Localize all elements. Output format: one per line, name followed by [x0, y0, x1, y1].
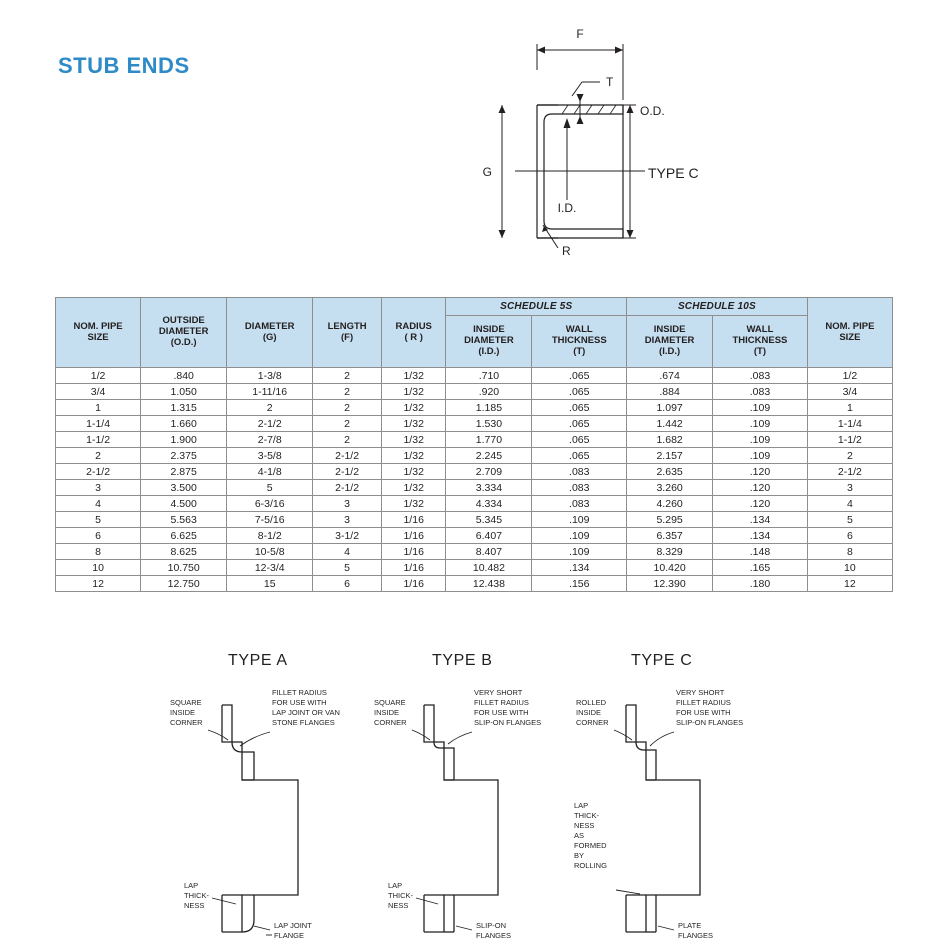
- table-cell: 1-1/2: [807, 432, 892, 448]
- table-cell: .134: [532, 560, 627, 576]
- type-c-callout-right-top-l2: FILLET RADIUS: [676, 698, 731, 707]
- table-cell: .840: [141, 368, 227, 384]
- th-radius-r: RADIUS ( R ): [381, 298, 445, 368]
- type-a-figure: [150, 680, 360, 945]
- type-a-callout-left-top-l1: SQUARE: [170, 698, 202, 707]
- type-a-callout-right-top-l2: FOR USE WITH: [272, 698, 327, 707]
- table-cell: 3.260: [627, 480, 713, 496]
- table-row: [56, 528, 893, 544]
- table-cell: 1: [56, 400, 141, 416]
- table-cell: 2-1/2: [56, 464, 141, 480]
- table-cell: 2.157: [627, 448, 713, 464]
- table-cell: 6: [313, 576, 382, 592]
- table-cell: .083: [713, 384, 808, 400]
- table-cell: 7-5/16: [227, 512, 313, 528]
- type-a-title: TYPE A: [228, 652, 288, 669]
- table-cell: 2-1/2: [807, 464, 892, 480]
- table-cell: 10.420: [627, 560, 713, 576]
- table-row: [56, 384, 893, 400]
- table-cell: 10.482: [446, 560, 532, 576]
- table-cell: 1.900: [141, 432, 227, 448]
- type-c-callout-right-bottom-l2: FLANGES: [678, 931, 714, 940]
- table-cell: 4-1/8: [227, 464, 313, 480]
- type-c-callout-left-bottom-l6: BY: [574, 851, 585, 860]
- th-schedule-10s: SCHEDULE 10S: [627, 298, 808, 316]
- table-cell: .884: [627, 384, 713, 400]
- table-cell: 1/2: [56, 368, 141, 384]
- table-group-header-row: [56, 298, 893, 316]
- table-cell: 3.500: [141, 480, 227, 496]
- table-cell: .920: [446, 384, 532, 400]
- table-cell: 3/4: [807, 384, 892, 400]
- type-a-callout-right-bottom-l1: LAP JOINT: [274, 921, 312, 930]
- type-c-callout-left-top-l2: INSIDE: [576, 708, 602, 717]
- th-length-f: LENGTH (F): [313, 298, 382, 368]
- table-row: [56, 512, 893, 528]
- type-c-title: TYPE C: [631, 652, 693, 669]
- spec-table-body: [56, 368, 893, 592]
- label-g: G: [482, 165, 492, 179]
- th-nom-pipe-size-left: NOM. PIPE SIZE: [56, 298, 141, 368]
- type-b-callout-left-top-l3: CORNER: [374, 718, 407, 727]
- type-b-callout-left-bottom-l1: LAP: [388, 881, 403, 890]
- table-cell: 2.245: [446, 448, 532, 464]
- table-cell: 1.315: [141, 400, 227, 416]
- table-cell: 12: [807, 576, 892, 592]
- table-cell: 3: [313, 512, 382, 528]
- type-c-callout-left-top-l3: CORNER: [576, 718, 609, 727]
- spec-table: [55, 297, 893, 592]
- table-cell: .083: [532, 496, 627, 512]
- table-cell: 1/16: [381, 528, 445, 544]
- label-od: O.D.: [640, 104, 665, 118]
- table-cell: 1/32: [381, 400, 445, 416]
- type-c-figure: [560, 680, 775, 945]
- table-cell: .148: [713, 544, 808, 560]
- table-cell: .710: [446, 368, 532, 384]
- table-cell: 2.875: [141, 464, 227, 480]
- table-cell: 1/32: [381, 432, 445, 448]
- table-cell: 8: [56, 544, 141, 560]
- type-a-callout-right-top-l4: STONE FLANGES: [272, 718, 335, 727]
- table-cell: 2: [56, 448, 141, 464]
- table-cell: 5.295: [627, 512, 713, 528]
- table-row: [56, 416, 893, 432]
- type-c-callout-left-top-l1: ROLLED: [576, 698, 607, 707]
- type-c-callout-left-bottom-l1: LAP: [574, 801, 589, 810]
- type-b-figure: [360, 680, 565, 945]
- table-row: [56, 560, 893, 576]
- table-cell: .065: [532, 384, 627, 400]
- table-cell: 10.750: [141, 560, 227, 576]
- th-5s-wall-thickness: WALL THICKNESS (T): [532, 316, 627, 368]
- table-cell: .109: [713, 416, 808, 432]
- type-b-callout-left-bottom-l2: THICK-: [388, 891, 413, 900]
- table-cell: 1/32: [381, 416, 445, 432]
- table-cell: 4: [56, 496, 141, 512]
- table-cell: 1/16: [381, 544, 445, 560]
- table-cell: 5.345: [446, 512, 532, 528]
- table-cell: .065: [532, 416, 627, 432]
- th-10s-wall-thickness: WALL THICKNESS (T): [713, 316, 808, 368]
- type-b-callout-left-top-l1: SQUARE: [374, 698, 406, 707]
- table-cell: 3: [313, 496, 382, 512]
- label-t: T: [606, 75, 614, 89]
- type-c-callout-right-top-l3: FOR USE WITH: [676, 708, 731, 717]
- table-cell: .065: [532, 432, 627, 448]
- table-cell: 2: [313, 400, 382, 416]
- table-cell: .134: [713, 528, 808, 544]
- label-f: F: [576, 27, 584, 41]
- table-cell: 1/32: [381, 480, 445, 496]
- type-b-callout-left-bottom-l3: NESS: [388, 901, 409, 910]
- table-cell: 3/4: [56, 384, 141, 400]
- table-cell: 1-3/8: [227, 368, 313, 384]
- table-cell: 1.682: [627, 432, 713, 448]
- table-cell: .083: [713, 368, 808, 384]
- table-cell: 1.442: [627, 416, 713, 432]
- table-cell: 1.097: [627, 400, 713, 416]
- th-5s-inside-diameter: INSIDE DIAMETER (I.D.): [446, 316, 532, 368]
- table-cell: .065: [532, 448, 627, 464]
- table-cell: .180: [713, 576, 808, 592]
- table-cell: 8-1/2: [227, 528, 313, 544]
- table-cell: 5: [807, 512, 892, 528]
- stub-end-dimension-diagram: [440, 10, 840, 275]
- table-cell: 6.357: [627, 528, 713, 544]
- table-cell: 2: [313, 368, 382, 384]
- table-cell: 2.375: [141, 448, 227, 464]
- type-c-callout-left-bottom-l7: ROLLING: [574, 861, 607, 870]
- type-a-callout-left-bottom-l1: LAP: [184, 881, 199, 890]
- table-cell: 1/16: [381, 512, 445, 528]
- type-c-callout-left-bottom-l2: THICK-: [574, 811, 599, 820]
- table-cell: 12.390: [627, 576, 713, 592]
- table-cell: .109: [532, 512, 627, 528]
- table-cell: 4.260: [627, 496, 713, 512]
- table-cell: .109: [532, 528, 627, 544]
- table-cell: 2-1/2: [313, 480, 382, 496]
- stub-end-type-figures: [0, 640, 948, 940]
- table-cell: .120: [713, 480, 808, 496]
- table-cell: .134: [713, 512, 808, 528]
- table-cell: .120: [713, 496, 808, 512]
- table-cell: .156: [532, 576, 627, 592]
- table-cell: 1.050: [141, 384, 227, 400]
- table-cell: 3: [807, 480, 892, 496]
- table-cell: 1/2: [807, 368, 892, 384]
- type-a-callout-left-top-l3: CORNER: [170, 718, 203, 727]
- table-cell: 12.438: [446, 576, 532, 592]
- type-a-callout-right-bottom-l2: FLANGE: [274, 931, 305, 940]
- type-b-title: TYPE B: [432, 652, 493, 669]
- table-cell: 3-1/2: [313, 528, 382, 544]
- table-row: [56, 496, 893, 512]
- th-diameter-g: DIAMETER (G): [227, 298, 313, 368]
- label-id: I.D.: [557, 201, 577, 215]
- table-cell: 3: [56, 480, 141, 496]
- th-nom-pipe-size-right: NOM. PIPE SIZE: [807, 298, 892, 368]
- table-cell: 1-11/16: [227, 384, 313, 400]
- table-cell: 1-1/4: [807, 416, 892, 432]
- table-cell: 8.329: [627, 544, 713, 560]
- table-cell: 1.770: [446, 432, 532, 448]
- table-cell: 1/32: [381, 464, 445, 480]
- table-cell: 8.625: [141, 544, 227, 560]
- table-cell: 8: [807, 544, 892, 560]
- table-cell: 1/16: [381, 576, 445, 592]
- page-title: STUB ENDS: [58, 53, 190, 78]
- table-cell: 2: [313, 384, 382, 400]
- table-cell: 10: [807, 560, 892, 576]
- table-cell: .165: [713, 560, 808, 576]
- stub-ends-dimension-table: [55, 297, 893, 592]
- table-cell: 1/16: [381, 560, 445, 576]
- table-cell: 5: [56, 512, 141, 528]
- table-cell: 4.334: [446, 496, 532, 512]
- table-cell: 2-1/2: [313, 448, 382, 464]
- table-row: [56, 448, 893, 464]
- table-cell: 4.500: [141, 496, 227, 512]
- table-cell: 6: [807, 528, 892, 544]
- type-b-callout-left-top-l2: INSIDE: [374, 708, 400, 717]
- table-cell: 2-1/2: [313, 464, 382, 480]
- type-b-callout-right-bottom-l1: SLIP-ON: [476, 921, 507, 930]
- table-cell: 10-5/8: [227, 544, 313, 560]
- type-a-callout-right-top-l1: FILLET RADIUS: [272, 688, 327, 697]
- table-cell: 12: [56, 576, 141, 592]
- table-cell: 1-1/4: [56, 416, 141, 432]
- table-cell: 1.530: [446, 416, 532, 432]
- table-cell: 2: [807, 448, 892, 464]
- type-b-callout-right-top-l1: VERY SHORT: [474, 688, 523, 697]
- table-cell: .065: [532, 400, 627, 416]
- table-cell: 1/32: [381, 368, 445, 384]
- table-cell: .109: [713, 432, 808, 448]
- table-cell: 12.750: [141, 576, 227, 592]
- table-row: [56, 544, 893, 560]
- table-cell: 6: [56, 528, 141, 544]
- th-outside-diameter: OUTSIDE DIAMETER (O.D.): [141, 298, 227, 368]
- table-cell: 2-7/8: [227, 432, 313, 448]
- table-cell: 1: [807, 400, 892, 416]
- table-cell: 2: [313, 432, 382, 448]
- table-cell: 2.709: [446, 464, 532, 480]
- table-cell: 2: [227, 400, 313, 416]
- table-cell: 15: [227, 576, 313, 592]
- table-cell: .083: [532, 480, 627, 496]
- table-row: [56, 576, 893, 592]
- table-cell: 5.563: [141, 512, 227, 528]
- table-row: [56, 480, 893, 496]
- type-a-callout-left-top-l2: INSIDE: [170, 708, 196, 717]
- type-c-callout-left-bottom-l4: AS: [574, 831, 585, 840]
- th-schedule-5s: SCHEDULE 5S: [446, 298, 627, 316]
- table-cell: 4: [313, 544, 382, 560]
- type-c-callout-right-top-l1: VERY SHORT: [676, 688, 725, 697]
- table-row: [56, 368, 893, 384]
- type-c-callout-left-bottom-l5: FORMED: [574, 841, 607, 850]
- type-a-callout-left-bottom-l2: THICK-: [184, 891, 209, 900]
- table-cell: 4: [807, 496, 892, 512]
- table-cell: .083: [532, 464, 627, 480]
- table-cell: 3.334: [446, 480, 532, 496]
- table-cell: .109: [713, 448, 808, 464]
- label-type-c: TYPE C: [648, 165, 699, 181]
- type-c-callout-right-top-l4: SLIP-ON FLANGES: [676, 718, 744, 727]
- table-cell: .674: [627, 368, 713, 384]
- type-b-callout-right-top-l4: SLIP-ON FLANGES: [474, 718, 542, 727]
- table-cell: 1-1/2: [56, 432, 141, 448]
- table-cell: 6.407: [446, 528, 532, 544]
- th-10s-inside-diameter: INSIDE DIAMETER (I.D.): [627, 316, 713, 368]
- table-cell: 1.185: [446, 400, 532, 416]
- table-cell: 1/32: [381, 496, 445, 512]
- table-cell: 10: [56, 560, 141, 576]
- table-cell: 1.660: [141, 416, 227, 432]
- table-row: [56, 432, 893, 448]
- table-row: [56, 464, 893, 480]
- type-a-callout-left-bottom-l3: NESS: [184, 901, 205, 910]
- type-a-callout-right-top-l3: LAP JOINT OR VAN: [272, 708, 340, 717]
- table-row: [56, 400, 893, 416]
- type-b-callout-right-top-l2: FILLET RADIUS: [474, 698, 529, 707]
- table-cell: .120: [713, 464, 808, 480]
- table-cell: 3-5/8: [227, 448, 313, 464]
- table-cell: 5: [227, 480, 313, 496]
- table-cell: .065: [532, 368, 627, 384]
- label-r: R: [562, 244, 571, 258]
- table-cell: 6-3/16: [227, 496, 313, 512]
- table-cell: .109: [713, 400, 808, 416]
- type-b-callout-right-bottom-l2: FLANGES: [476, 931, 512, 940]
- table-cell: 1/32: [381, 384, 445, 400]
- table-cell: 2.635: [627, 464, 713, 480]
- table-cell: 1/32: [381, 448, 445, 464]
- table-cell: 8.407: [446, 544, 532, 560]
- table-cell: 2-1/2: [227, 416, 313, 432]
- table-cell: 6.625: [141, 528, 227, 544]
- table-cell: 5: [313, 560, 382, 576]
- type-c-callout-right-bottom-l1: PLATE: [678, 921, 702, 930]
- type-b-callout-right-top-l3: FOR USE WITH: [474, 708, 529, 717]
- type-c-callout-left-bottom-l3: NESS: [574, 821, 595, 830]
- table-cell: .109: [532, 544, 627, 560]
- table-cell: 12-3/4: [227, 560, 313, 576]
- table-cell: 2: [313, 416, 382, 432]
